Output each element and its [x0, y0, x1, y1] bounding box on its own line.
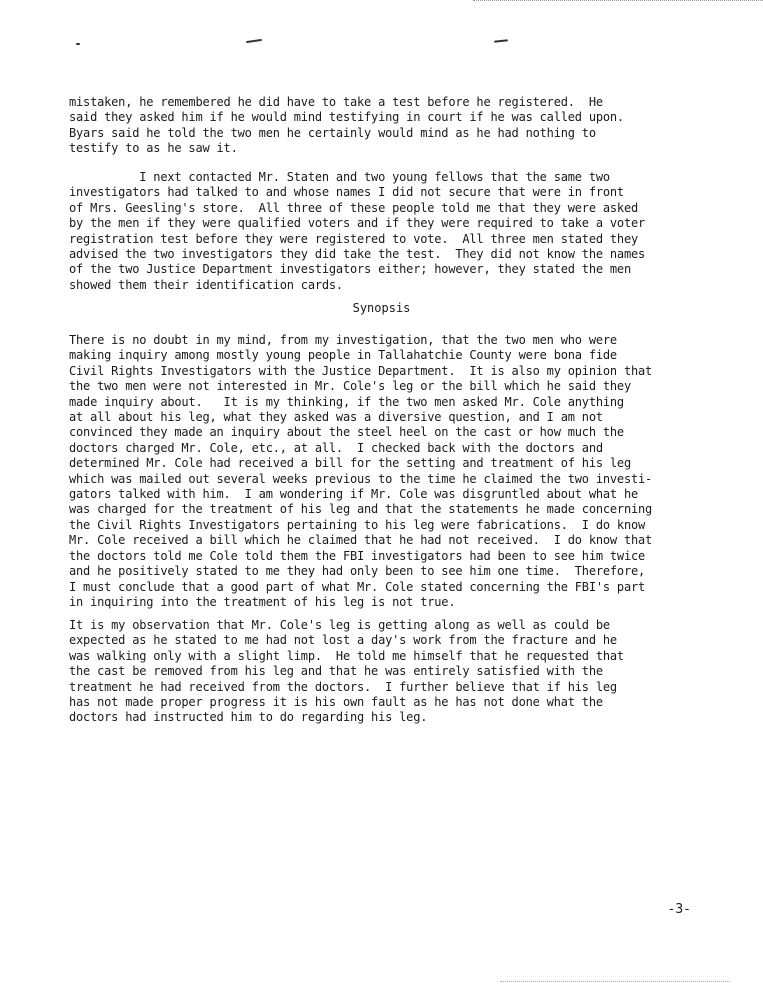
- bottom-dotted-border: [500, 981, 730, 982]
- paragraph-synopsis: There is no doubt in my mind, from my investigation, that the two men who were making inquiry among mostly young people in Tallahatchie County were bona fide Civil Rights Investigators with the Justice Department. It is also my opinion that the two men were not interested in Mr. Cole's leg or the bill which he said they made inquiry about. It is my thinking, if the two men asked Mr. Cole anything at all about his leg, what they asked was a diversive question, and I am not convinced they made an inquiry about the steel heel on the cast or how much the doctors charged Mr. Cole, etc., at all. I checked back with the doctors and determined Mr. Cole had received a bill for the setting and treatment of his leg which was mailed out several weeks previous to the time he claimed the two investi- gators talked with him. I am wondering if Mr. Cole was disgruntled about what he was charged for the treatment of his leg and that the statements he made concerning the Civil Rights Investigators pertaining to his leg were fabrications. I do know Mr. Cole received a bill which he claimed that he had not received. I do know that the doctors told me Cole told them the FBI investigators had been to see him twice and he positively stated to me they had only been to see him one time. Therefore, I must conclude that a good part of what Mr. Cole stated concerning the FBI's part in inquiring into the treatment of his leg is not true.: [69, 333, 653, 609]
- scan-mark: [494, 39, 508, 42]
- section-heading-synopsis: Synopsis: [352, 301, 411, 315]
- paragraph-observation: It is my observation that Mr. Cole's leg is getting along as well as could be expected as he stated to me had not lost a day's work from the fracture and he was walking only with a slight limp. He told me himself that he requested that the cast be removed from his leg and that he was entirely satisfied with the treatment he had received from the doctors. I further believe that if his leg has not made proper progress it is his own fault as he has not done what the doctors had instructed him to do regarding his leg.: [69, 618, 624, 725]
- top-dotted-border: [473, 0, 763, 3]
- paragraph-staten: I next contacted Mr. Staten and two young fellows that the same two investigators had talked to and whose names I did not secure that were in front of Mrs. Geesling's store. All three of these people told me that they were asked by the men if they were qualified voters and if they were required to take a voter registration test before they were registered to vote. All three men stated they advised the two investigators they did take the test. They did not know the names of the two Justice Department investigators either; however, they stated the men showed them their identification cards.: [69, 170, 646, 292]
- page-number: -3-: [667, 902, 691, 917]
- scan-mark: [246, 39, 262, 43]
- scan-mark: [76, 43, 80, 45]
- paragraph-byars: mistaken, he remembered he did have to take a test before he registered. He said they asked him if he would mind testifying in court if he was called upon. Byars said he told the two men he certainly would mind as he had nothing to testify to as he saw it.: [69, 95, 624, 156]
